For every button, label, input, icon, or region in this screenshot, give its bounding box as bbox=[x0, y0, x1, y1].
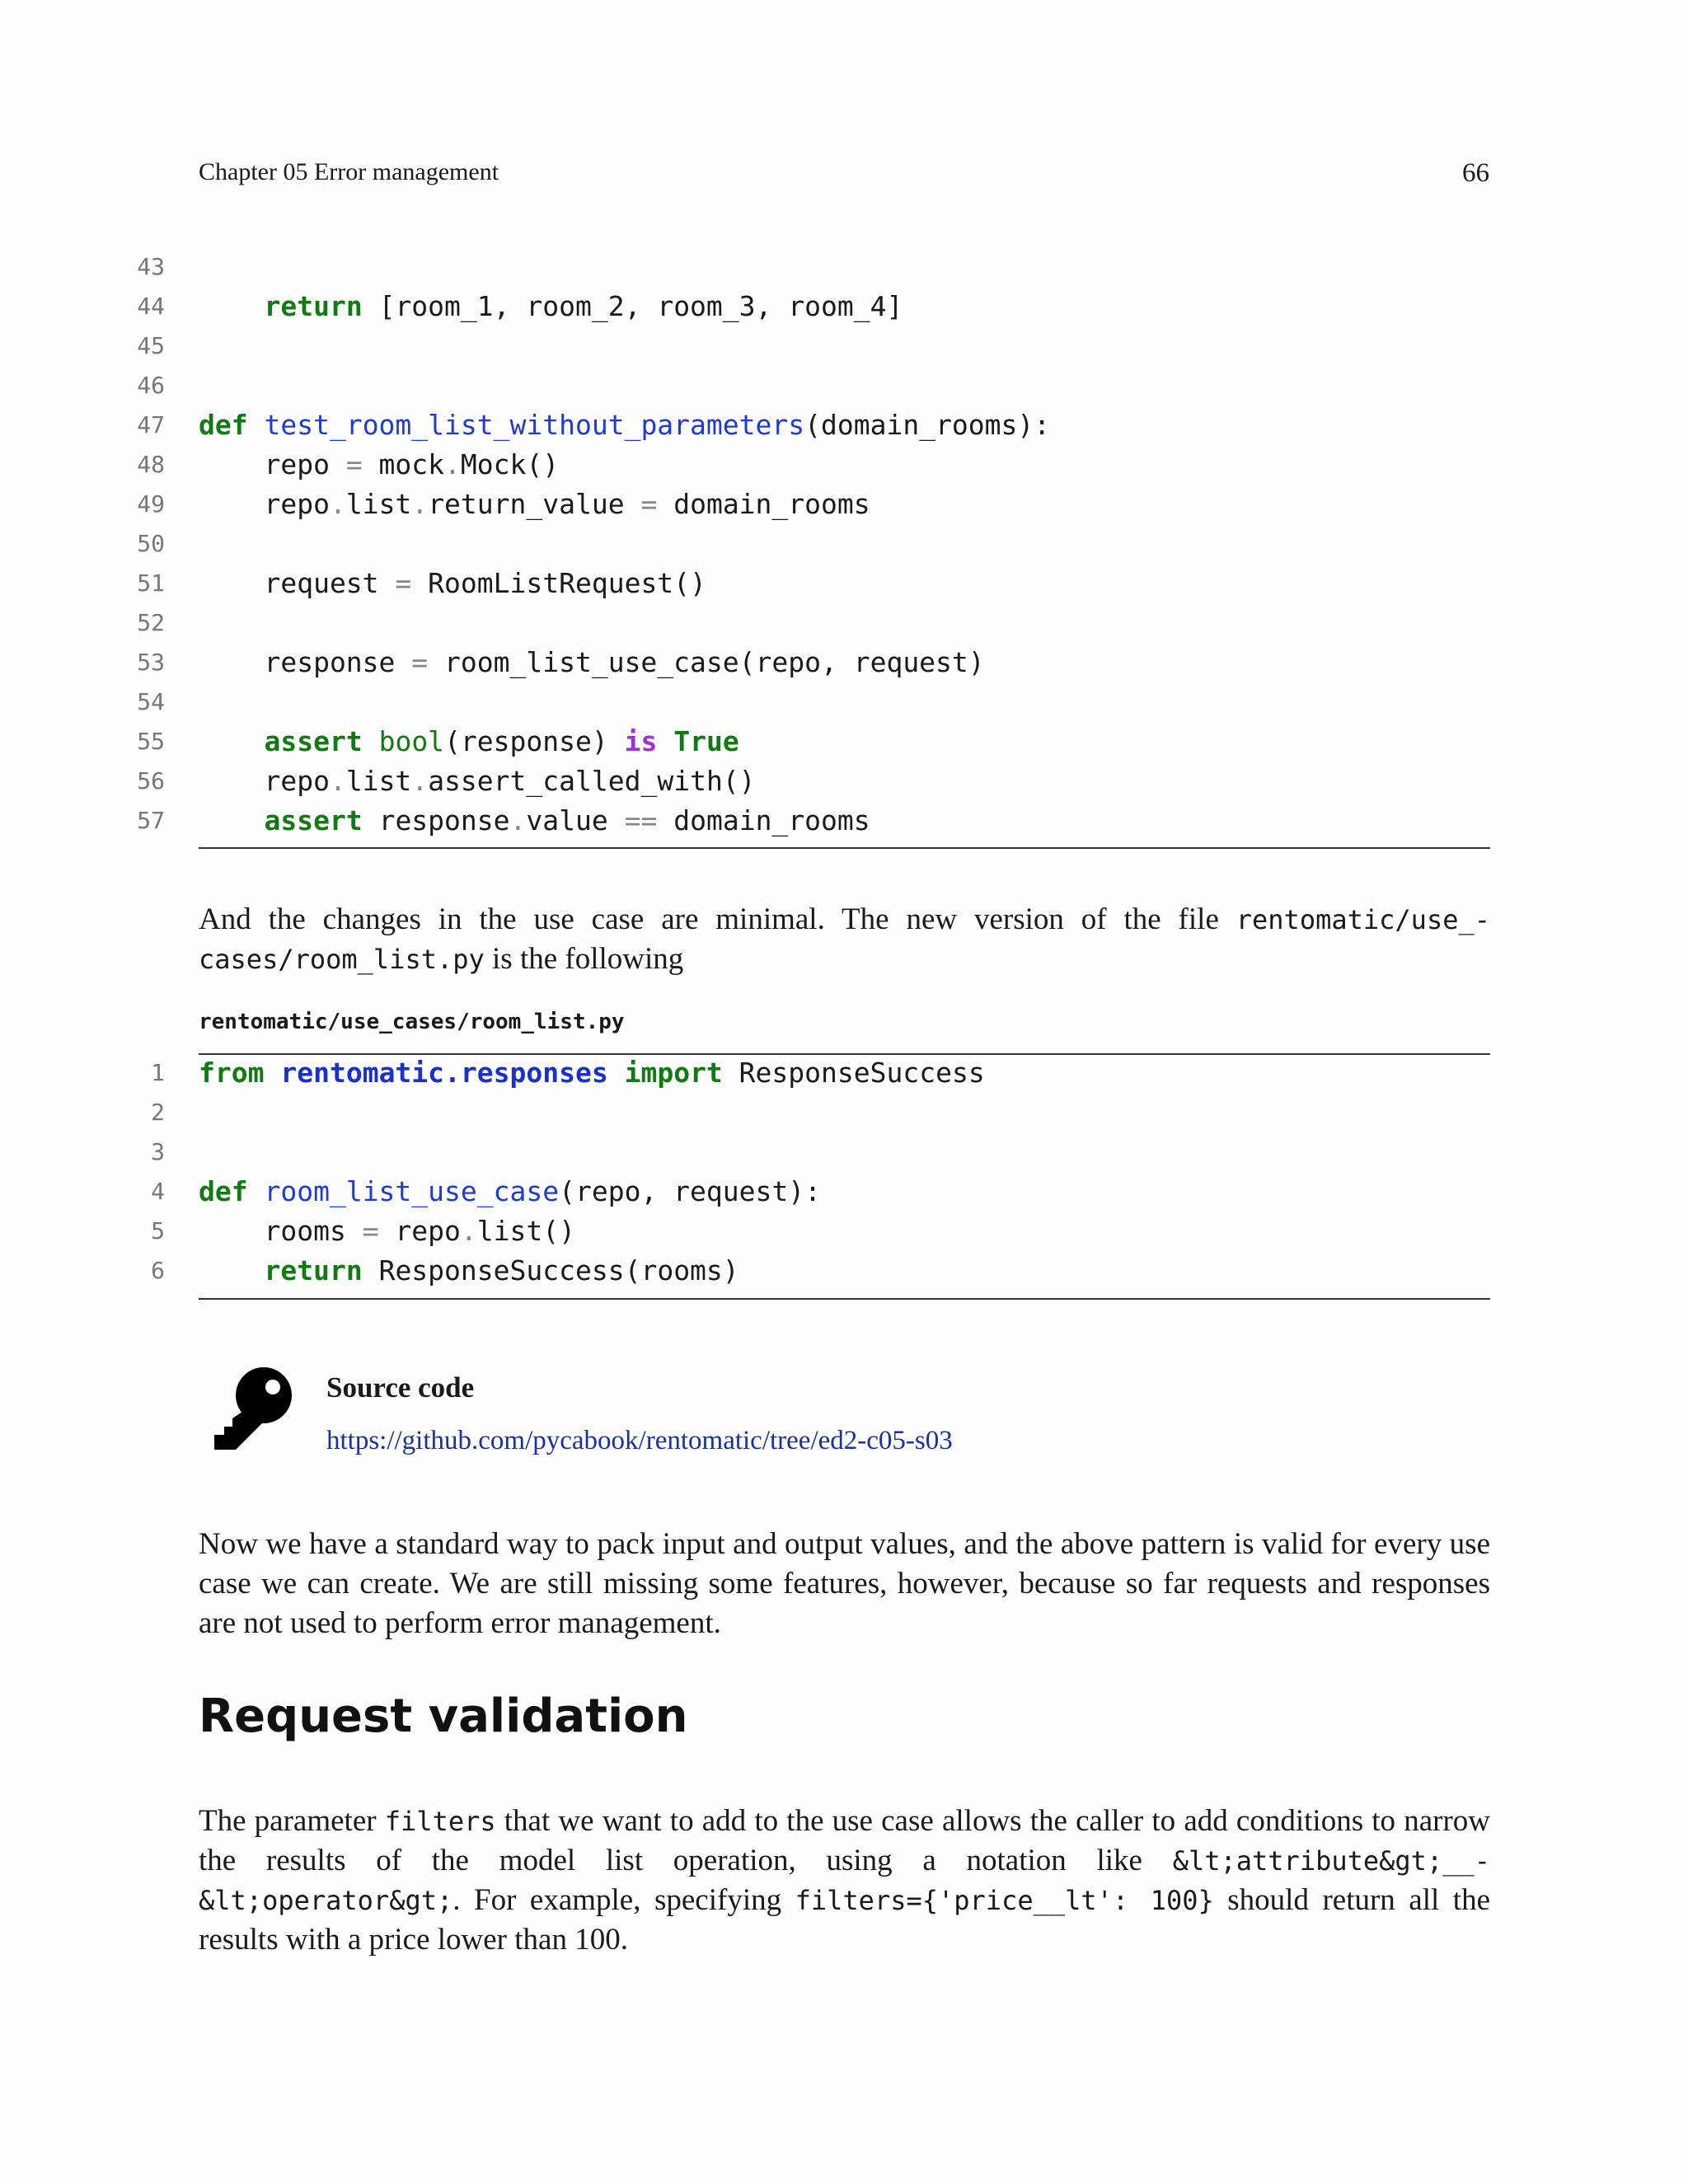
section-heading: Request validation bbox=[199, 1690, 688, 1743]
code-line: 57 assert response.value == domain_rooms bbox=[137, 804, 870, 837]
code-line: 47 def test_room_list_without_parameters(domain_rooms): bbox=[137, 409, 1051, 441]
code-line: 6 return ResponseSuccess(rooms) bbox=[151, 1254, 739, 1286]
code-line: 53 response = room_list_use_case(repo, request) bbox=[137, 646, 985, 678]
code-block-bottom-rule bbox=[199, 847, 1490, 849]
code-line: 55 assert bool(response) is True bbox=[137, 725, 739, 757]
code-line: 4 def room_list_use_case(repo, request): bbox=[151, 1175, 821, 1207]
code-line: 52 bbox=[137, 609, 165, 636]
code-line: 56 repo.list.assert_called_with() bbox=[137, 765, 756, 797]
code-line: 49 repo.list.return_value = domain_rooms bbox=[137, 488, 870, 520]
code-line: 3 bbox=[151, 1138, 165, 1165]
code-line: 50 bbox=[137, 530, 165, 557]
paragraph-filters: The parameter filters that we want to add to the use case allows the caller to add conditions to narrow the results of the model list operation, using a notation like &lt;attribute&gt;__-&lt;operator&gt;. For example, specifying filters={'price__lt': 100} should return all the results with a price lower than 100. bbox=[199, 1804, 1490, 1957]
code-line: 5 rooms = repo.list() bbox=[151, 1215, 575, 1247]
key-icon bbox=[211, 1364, 297, 1450]
page-number: 66 bbox=[1462, 158, 1489, 188]
code-line: 54 bbox=[137, 688, 165, 715]
code-line: 48 repo = mock.Mock() bbox=[137, 448, 560, 480]
source-code-link[interactable]: https://github.com/pycabook/rentomatic/tree/ed2-c05-s03 bbox=[326, 1426, 953, 1455]
page-header bbox=[199, 158, 1489, 191]
code-line: 45 bbox=[137, 332, 165, 359]
code-block-bottom-rule bbox=[199, 1298, 1490, 1300]
code-filename: rentomatic/use_cases/room_list.py bbox=[199, 1010, 625, 1034]
code-line: 1 from rentomatic.responses import ResponseSuccess bbox=[151, 1057, 985, 1089]
callout-title: Source code bbox=[326, 1371, 475, 1404]
chapter-title: Chapter 05 Error management bbox=[199, 158, 499, 185]
paragraph-use-case-changes: And the changes in the use case are minimal. The new version of the file rentomatic/use_-cases/room_list.py is the following bbox=[199, 902, 1490, 976]
paragraph-standard-way: Now we have a standard way to pack input and output values, and the above pattern is valid for every use case we can create. We are still missing some features, however, because so far requests and responses are not used to perform error management. bbox=[199, 1527, 1490, 1640]
code-line: 43 bbox=[137, 253, 165, 280]
code-line: 44 return [room_1, room_2, room_3, room_4] bbox=[137, 290, 903, 322]
code-line: 51 request = RoomListRequest() bbox=[137, 567, 706, 599]
code-line: 46 bbox=[137, 372, 165, 399]
code-line: 2 bbox=[151, 1099, 165, 1126]
